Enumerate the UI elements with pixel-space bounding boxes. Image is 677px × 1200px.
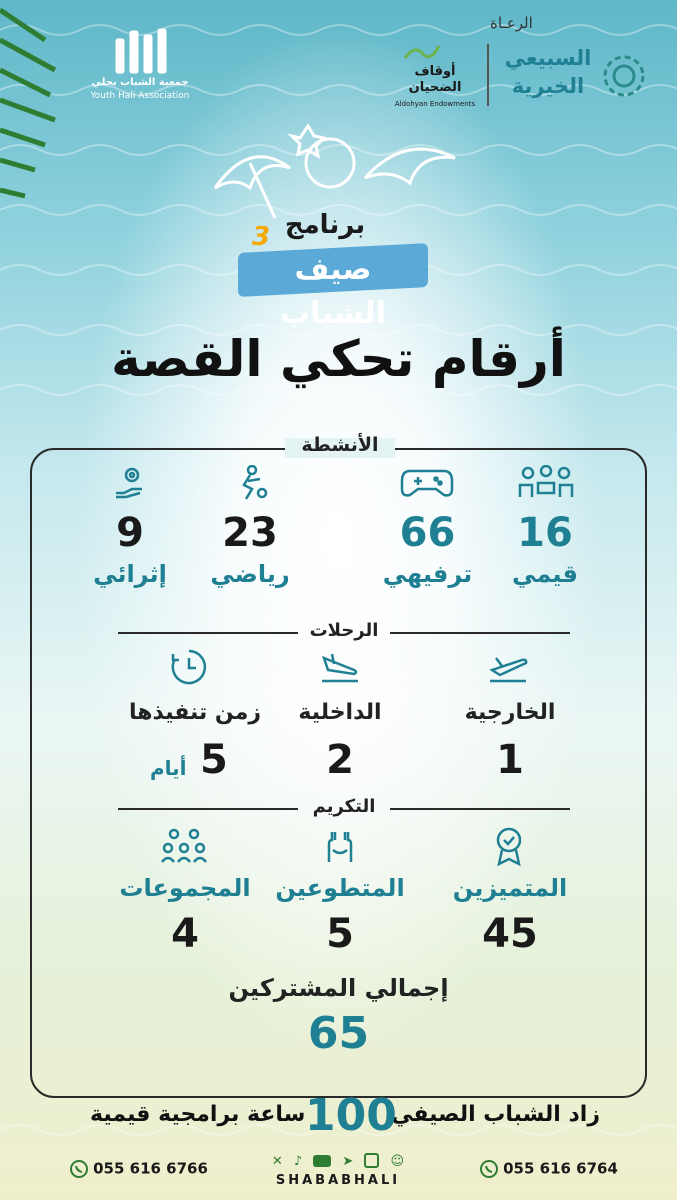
sponsors-label: الرعـاة <box>490 14 533 32</box>
association-emblem-icon <box>110 25 170 77</box>
alsubaie-logo-icon <box>600 52 648 100</box>
phone-left-number: 055 616 6766 <box>93 1159 208 1178</box>
activity-label-entertainment: ترفيهي <box>382 560 473 588</box>
honors-title: التكريم <box>312 796 376 817</box>
sponsor-2-line1: أوقاف <box>414 64 456 79</box>
snapchat-icon[interactable]: ☺ <box>390 1154 405 1169</box>
x-twitter-icon[interactable]: ✕ <box>271 1154 283 1169</box>
association-name-en: Youth Hali Association <box>90 91 190 101</box>
activity-value-entertainment: 66 <box>399 510 456 556</box>
trip-value-internal: 2 <box>326 737 354 783</box>
honor-label-distinguished: المتميزين <box>452 874 568 902</box>
clock-icon <box>170 648 208 686</box>
sponsor-2-english: Aldohyan Endowments <box>394 100 476 108</box>
trip-label-internal: الداخلية <box>298 700 382 725</box>
honor-value-distinguished: 45 <box>482 911 538 957</box>
activity-label-values: قيمي <box>512 560 578 588</box>
trips-divider-left <box>118 632 298 634</box>
sponsor-aldohyan <box>390 42 480 112</box>
football-player-icon <box>232 465 268 501</box>
trip-label-external: الخارجية <box>464 700 556 725</box>
tiktok-icon[interactable]: ♪ <box>293 1154 303 1169</box>
palm-leaf-decoration <box>0 0 80 230</box>
phone-right[interactable] <box>480 1158 618 1178</box>
phone-right-number: 055 616 6764 <box>503 1159 618 1178</box>
trips-title: الرحلات <box>309 620 379 641</box>
activity-value-values: 16 <box>517 510 573 556</box>
meeting-icon <box>516 465 576 501</box>
trip-value-duration: 5 <box>200 737 228 783</box>
summary-prefix: زاد الشباب الصيفي <box>391 1102 600 1127</box>
trip-label-duration: زمن تنفيذها <box>128 700 262 725</box>
trips-divider-right <box>390 632 570 634</box>
honor-value-groups: 4 <box>171 911 199 957</box>
youtube-icon[interactable] <box>313 1155 331 1167</box>
total-label: إجمالي المشتركين <box>228 974 449 1002</box>
summary-line <box>80 1090 600 1140</box>
sponsor-1-line2: الخيرية <box>511 74 585 98</box>
association-name-ar: جمعية الشباب بحلي <box>91 77 189 88</box>
plane-landing-icon <box>320 650 360 684</box>
honors-divider-right <box>390 808 570 810</box>
raised-hands-icon <box>325 828 355 864</box>
honor-label-groups: المجموعات <box>119 874 251 902</box>
program-label: برنامج <box>284 210 366 240</box>
sponsor-alsubaie <box>500 42 660 112</box>
whatsapp-icon <box>70 1160 88 1178</box>
activities-title: الأنشطة <box>301 434 379 456</box>
plane-departure-icon <box>488 650 528 684</box>
trip-value-external: 1 <box>496 737 524 783</box>
instagram-icon[interactable] <box>364 1153 379 1168</box>
program-name: صيف الشباب <box>280 252 386 331</box>
honors-divider-left <box>118 808 298 810</box>
sponsor-divider <box>487 44 489 106</box>
activity-value-enrichment: 9 <box>116 510 144 556</box>
whatsapp-icon <box>480 1160 498 1178</box>
sponsor-2-line2: الضحيان <box>408 80 462 95</box>
total-value: 65 <box>307 1008 370 1059</box>
activity-label-enrichment: إثرائي <box>93 560 167 588</box>
summary-value: 100 <box>305 1090 397 1141</box>
honor-value-volunteers: 5 <box>326 911 354 957</box>
association-logo <box>90 25 190 105</box>
gamepad-icon <box>400 465 454 501</box>
aldohyan-logo-icon <box>402 42 442 64</box>
activity-value-sports: 23 <box>222 510 278 556</box>
phone-left[interactable] <box>70 1158 208 1178</box>
social-links <box>258 1150 418 1169</box>
trip-unit-duration: أيام <box>150 756 187 780</box>
honor-label-volunteers: المتطوعين <box>275 874 405 902</box>
telegram-icon[interactable]: ➤ <box>342 1154 354 1169</box>
award-badge-icon <box>493 826 525 866</box>
activity-label-sports: رياضي <box>210 560 290 588</box>
headline: أرقام تحكي القصة <box>111 330 566 388</box>
group-icon <box>160 828 208 864</box>
sponsor-1-line1: السبيعي <box>504 46 592 70</box>
social-handle: SHABABHALI <box>275 1173 401 1188</box>
hand-gear-icon <box>112 465 148 501</box>
program-edition: 3 <box>252 222 271 252</box>
summary-suffix: ساعة برامجية قيمية <box>90 1102 306 1127</box>
